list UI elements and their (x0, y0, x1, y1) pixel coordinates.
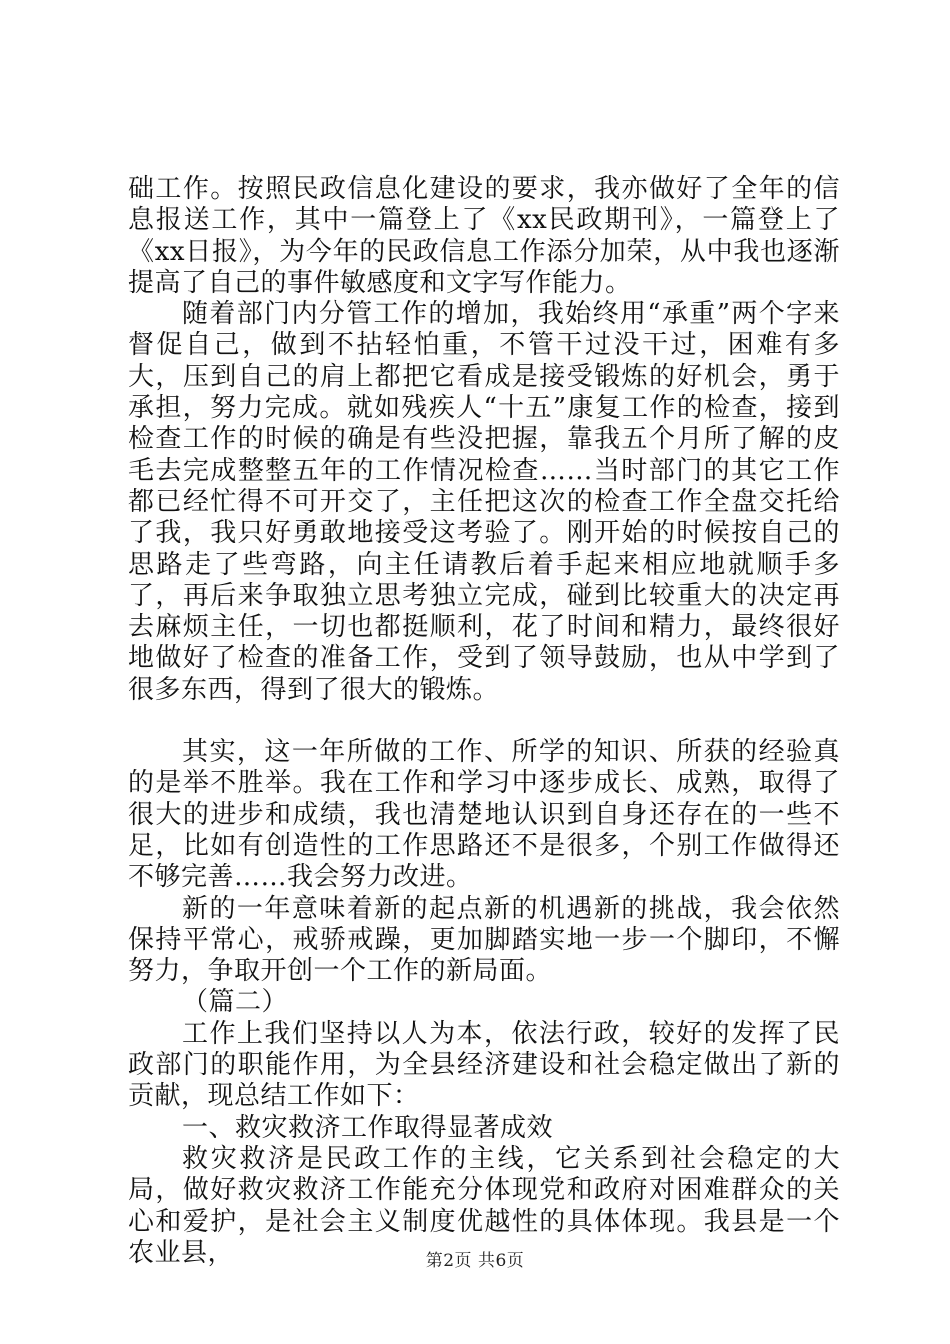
section-label-part-two: （篇二） (182, 987, 289, 1018)
section-heading-disaster-relief: 一、救灾救济工作取得显著成效 (182, 1112, 554, 1143)
paragraph-info-report: 础工作。按照民政信息化建设的要求，我亦做好了全年的信息报送工作，其中一篇登上了《xx民政期刊》，一篇登上了《xx日报》，为今年的民政信息工作添分加荣，从中我也逐渐提高了自己的事件敏感度和文字写作能力。 (128, 174, 840, 298)
paragraph-disaster-relief: 救灾救济是民政工作的主线，它关系到社会稳定的大局，做好救灾救济工作能充分体现党和政府对困难群众的关心和爱护，是社会主义制度优越性的具体体现。我县是一个农业县， (128, 1143, 840, 1268)
paragraph-summary: 其实，这一年所做的工作、所学的知识、所获的经验真的是举不胜举。我在工作和学习中逐步成长、成熟，取得了很大的进步和成绩，我也清楚地认识到自身还存在的一些不足，比如有创造性的工作思路还不是很多，个别工作做得还不够完善……我会努力改进。 (128, 737, 840, 893)
document-body (128, 174, 840, 1269)
paragraph-new-year: 新的一年意味着新的起点新的机遇新的挑战，我会依然保持平常心，戒骄戒躁，更加脚踏实地一步一个脚印，不懈努力，争取开创一个工作的新局面。 (128, 893, 840, 987)
page-number-footer: 第2页 共6页 (425, 1251, 525, 1271)
paragraph-work-overview: 工作上我们坚持以人为本，依法行政，较好的发挥了民政部门的职能作用，为全县经济建设和社会稳定做出了新的贡献，现总结工作如下： (128, 1018, 840, 1112)
paragraph-responsibility: 随着部门内分管工作的增加，我始终用“承重”两个字来督促自己，做到不拈轻怕重，不管干过没干过，困难有多大，压到自己的肩上都把它看成是接受锻炼的好机会，勇于承担，努力完成。就如残疾人“十五”康复工作的检查，接到检查工作的时候的确是有些没把握，靠我五个月所了解的皮毛去完成整整五年的工作情况检查……当时部门的其它工作都已经忙得不可开交了，主任把这次的检查工作全盘交托给了我，我只好勇敢地接受这考验了。刚开始的时候按自己的思路走了些弯路，向主任请教后着手起来相应地就顺手多了，再后来争取独立思考独立完成，碰到比较重大的决定再去麻烦主任，一切也都挺顺利，花了时间和精力，最终很好地做好了检查的准备工作，受到了领导鼓励，也从中学到了很多东西，得到了很大的锻炼。 (128, 299, 840, 705)
